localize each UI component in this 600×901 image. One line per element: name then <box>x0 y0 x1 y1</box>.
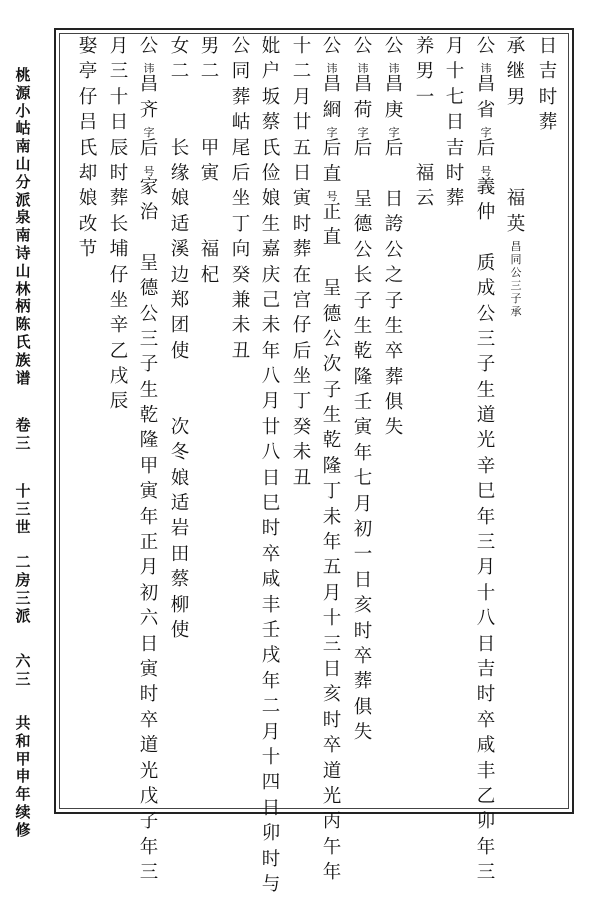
column-text: 月 十 七 日 吉 时 葬 <box>445 36 465 210</box>
column-text: 月 三 十 日 辰 时 葬 长 埔 仔 坐 辛 乙 戌 辰 <box>109 36 129 413</box>
small-annotation: 讳 <box>357 62 369 76</box>
column-text: 十 二 月 廿 五 日 寅 时 葬 在 宫 仔 后 坐 丁 癸 未 丑 <box>292 36 312 489</box>
column-text: 后 直 <box>322 138 342 185</box>
small-annotation: 号 <box>143 164 155 178</box>
column-text: 昌 綗 <box>322 74 342 121</box>
column-text: 正 直 呈 德 公 次 子 生 乾 隆 丁 未 年 五 月 十 三 日 亥 时 卒 道 光 丙 午 年 <box>322 201 342 884</box>
column-text: 昌 荷 <box>353 74 373 121</box>
column-text: 承 继 男 福 英 <box>506 36 526 235</box>
text-column-1 <box>533 38 563 140</box>
column-text: 昌 省 <box>476 74 496 121</box>
text-column-7 <box>348 38 378 750</box>
small-annotation: 讳 <box>388 62 400 76</box>
text-column-3 <box>471 38 501 890</box>
column-text: 公 同 葬 岵 尾 后 坐 丁 向 癸 兼 未 丑 <box>231 36 251 362</box>
side-margin <box>8 68 38 840</box>
text-column-12 <box>195 38 225 292</box>
column-text: 男 二 甲 寅 福 杞 <box>200 36 220 286</box>
volume-label: 卷 三 <box>15 416 31 453</box>
column-text: 妣 户 坂 蔡 氏 俭 娘 生 嘉 庆 己 未 年 八 月 廿 八 日 巳 时 卒 咸 丰 壬 戌 年 二 月 十 四 日 卯 时 与 <box>261 36 281 895</box>
column-text: 公 <box>139 36 159 57</box>
small-annotation: 讳 <box>143 62 155 76</box>
small-annotation: 字 <box>388 126 400 140</box>
book-title: 桃 源 小 岵 南 山 分 派 泉 南 诗 山 林 柄 陈 氏 族 谱 <box>15 66 31 387</box>
column-text: 家 治 呈 德 公 三 子 生 乾 隆 甲 寅 年 正 月 初 六 日 寅 时 卒 道 光 戊 子 年 三 <box>139 176 159 884</box>
column-text: 女 二 长 缘 娘 适 溪 边 郑 团 使 次 冬 娘 适 岩 田 蔡 柳 使 <box>170 36 190 641</box>
small-annotation: 字 <box>143 126 155 140</box>
edition-label: 共 和 甲 申 年 续 修 <box>15 713 31 839</box>
page-number: 六 三 <box>15 652 31 689</box>
column-text: 后 <box>139 138 159 160</box>
column-text: 公 <box>384 36 404 57</box>
column-text: 日 吉 时 葬 <box>538 36 558 134</box>
column-text: 养 男 一 福 云 <box>415 36 435 210</box>
text-column-6 <box>379 38 409 445</box>
text-column-13 <box>165 38 195 647</box>
small-annotation: 号 <box>480 164 492 178</box>
column-text: 后 呈 德 公 长 子 生 乾 隆 壬 寅 年 七 月 初 一 日 亥 时 卒 葬 俱 失 <box>353 138 373 744</box>
column-text: 后 日 誇 公 之 子 生 卒 葬 俱 失 <box>384 138 404 439</box>
column-text: 義 仲 质 成 公 三 子 生 道 光 辛 巳 年 三 月 十 八 日 吉 时 卒 咸 丰 乙 卯 年 三 <box>476 176 496 884</box>
column-text: 昌 齐 <box>139 74 159 121</box>
small-annotation: 字 <box>326 126 338 140</box>
text-column-15 <box>104 38 134 419</box>
small-annotation: 号 <box>326 189 338 203</box>
text-column-11 <box>226 38 256 368</box>
text-column-5 <box>410 38 440 216</box>
text-column-10 <box>256 38 286 901</box>
text-column-2 <box>501 38 531 319</box>
column-text: 公 <box>322 36 342 57</box>
small-annotation: 字 <box>480 126 492 140</box>
text-column-8 <box>317 38 347 890</box>
column-text: 昌 庚 <box>384 74 404 121</box>
small-annotation: 昌 同 公 三 子 承 <box>510 240 522 319</box>
generation-label: 十 三 世 二 房 三 派 <box>15 481 31 625</box>
text-column-14 <box>134 38 164 890</box>
column-text: 公 <box>476 36 496 57</box>
text-column-4 <box>440 38 470 216</box>
column-text: 娶 亭 仔 吕 氏 却 娘 改 节 <box>78 36 98 261</box>
column-text: 公 <box>353 36 373 57</box>
small-annotation: 讳 <box>480 62 492 76</box>
text-column-16 <box>73 38 103 267</box>
small-annotation: 字 <box>357 126 369 140</box>
small-annotation: 讳 <box>326 62 338 76</box>
column-text: 后 <box>476 138 496 160</box>
text-column-9 <box>287 38 317 495</box>
